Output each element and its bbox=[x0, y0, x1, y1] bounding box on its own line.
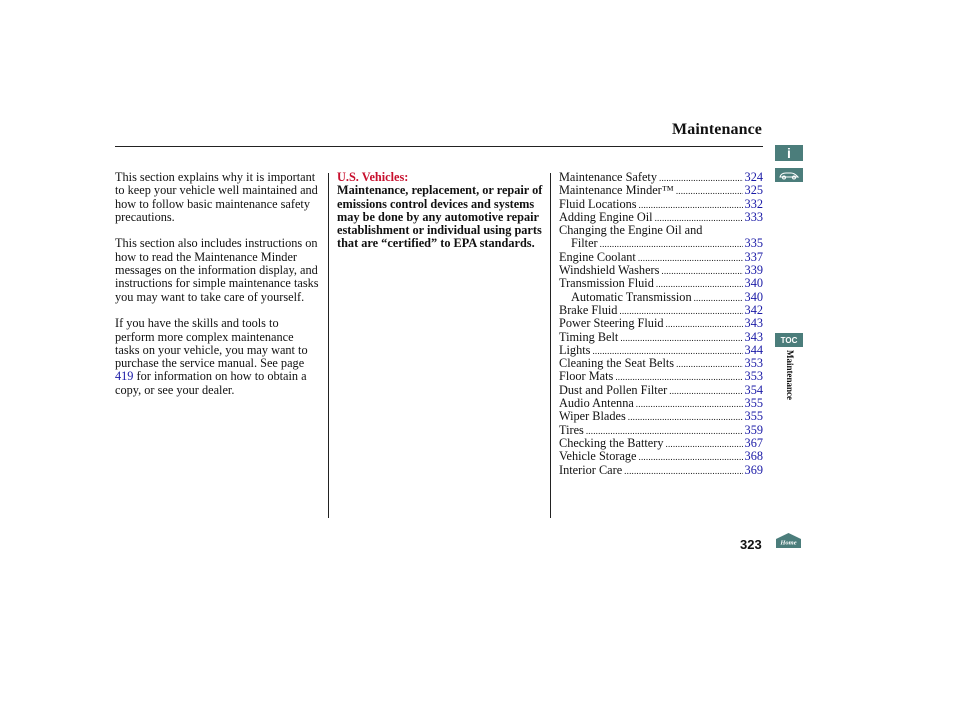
toc-page-link[interactable]: 368 bbox=[744, 449, 763, 464]
toc-entry[interactable] bbox=[559, 450, 763, 463]
section-tab-label: Maintenance bbox=[785, 350, 795, 400]
toc-dot-leader bbox=[639, 450, 743, 464]
toc-page-link[interactable]: 359 bbox=[744, 422, 763, 437]
toc-entry-label: Maintenance Safety bbox=[559, 170, 657, 184]
toc-entry-label: Adding Engine Oil bbox=[559, 209, 653, 224]
toc-entry-label: Wiper Blades bbox=[559, 409, 626, 424]
toc-page-link[interactable]: 354 bbox=[744, 382, 763, 397]
toc-entry[interactable] bbox=[559, 291, 763, 304]
toc-entry[interactable] bbox=[559, 410, 763, 423]
toc-dot-leader bbox=[669, 384, 742, 398]
toc-entry-label: Tires bbox=[559, 422, 584, 437]
toc-dot-leader bbox=[636, 397, 743, 411]
toc-entry-label: Changing the Engine Oil and bbox=[559, 223, 703, 238]
toc-page-link[interactable]: 335 bbox=[744, 236, 763, 251]
toc-page-link[interactable]: 355 bbox=[744, 409, 763, 424]
toc-dot-leader bbox=[666, 437, 743, 451]
toc-page-link[interactable]: 353 bbox=[744, 356, 763, 371]
toc-entry-label: Windshield Washers bbox=[559, 263, 660, 278]
toc-entry-label: Lights bbox=[559, 342, 591, 357]
toc-page-link[interactable]: 337 bbox=[744, 249, 763, 264]
home-button[interactable] bbox=[775, 532, 802, 549]
toc-entry[interactable] bbox=[559, 464, 763, 477]
toc-entry[interactable] bbox=[559, 171, 763, 184]
toc-dot-leader bbox=[639, 198, 743, 212]
vehicle-button[interactable] bbox=[775, 168, 803, 182]
intro-column bbox=[115, 171, 320, 410]
us-vehicles-body: Maintenance, replacement, or repair of emissions control devices and systems may be done by any automotive repair establishment or individual using parts that are “certified” to EPA standards. bbox=[337, 183, 543, 251]
toc-page-link[interactable]: 355 bbox=[744, 396, 763, 411]
header-rule bbox=[115, 146, 763, 147]
toc-entry[interactable] bbox=[559, 344, 763, 357]
toc-dot-leader bbox=[676, 357, 742, 371]
toc-dot-leader bbox=[628, 410, 743, 424]
toc-entry[interactable] bbox=[559, 264, 763, 277]
toc-page-link[interactable]: 339 bbox=[744, 263, 763, 278]
toc-page-link[interactable]: 367 bbox=[744, 435, 763, 450]
toc-entry-label: Power Steering Fluid bbox=[559, 316, 664, 331]
toc-dot-leader bbox=[620, 331, 742, 345]
toc-dot-leader bbox=[694, 291, 743, 305]
toc-entry-label: Audio Antenna bbox=[559, 396, 634, 411]
toc-entry[interactable] bbox=[559, 384, 763, 397]
toc-page-link[interactable]: 344 bbox=[744, 342, 763, 357]
toc-dot-leader bbox=[676, 184, 743, 198]
toc-entry-label: Filter bbox=[571, 236, 598, 251]
toc-dot-leader bbox=[624, 464, 742, 478]
toc-entry[interactable] bbox=[559, 198, 763, 211]
us-vehicles-note bbox=[337, 171, 547, 251]
toc-entry[interactable] bbox=[559, 237, 763, 250]
toc-page-link[interactable]: 369 bbox=[744, 462, 763, 477]
toc-page-link[interactable]: 353 bbox=[744, 369, 763, 384]
toc-page-link[interactable]: 340 bbox=[744, 276, 763, 291]
toc-page-link[interactable]: 342 bbox=[744, 302, 763, 317]
toc-entry[interactable] bbox=[559, 277, 763, 290]
toc-dot-leader bbox=[666, 317, 743, 331]
column-divider-2 bbox=[550, 173, 551, 518]
home-label: Home bbox=[780, 539, 797, 547]
toc-entry-label: Vehicle Storage bbox=[559, 449, 637, 464]
toc-entry-label: Fluid Locations bbox=[559, 196, 637, 211]
toc-entry[interactable] bbox=[559, 424, 763, 437]
toc-button[interactable] bbox=[775, 333, 803, 347]
toc-entry-label: Floor Mats bbox=[559, 369, 614, 384]
info-icon: i bbox=[787, 145, 791, 161]
table-of-contents bbox=[559, 171, 763, 477]
toc-entry[interactable] bbox=[559, 370, 763, 383]
intro-p3-text: If you have the skills and tools to perform more complex maintenance tasks on your vehicle, you may want to purchase the service manual. See page bbox=[115, 316, 308, 371]
toc-entry-label: Maintenance Minder™ bbox=[559, 183, 674, 198]
intro-paragraph-1: This section explains why it is important to keep your vehicle well maintained and how to follow basic maintenance safety precautions. bbox=[115, 170, 318, 224]
toc-entry[interactable] bbox=[559, 357, 763, 370]
toc-entry[interactable] bbox=[559, 304, 763, 317]
toc-page-link[interactable]: 343 bbox=[744, 329, 763, 344]
toc-page-link[interactable]: 332 bbox=[744, 196, 763, 211]
page-number: 323 bbox=[740, 537, 762, 552]
toc-page-link[interactable]: 340 bbox=[744, 289, 763, 304]
column-divider-1 bbox=[328, 173, 329, 518]
page-title: Maintenance bbox=[672, 121, 762, 138]
toc-entry-label: Transmission Fluid bbox=[559, 276, 654, 291]
toc-entry-label: Cleaning the Seat Belts bbox=[559, 356, 675, 371]
toc-page-link[interactable]: 324 bbox=[744, 170, 763, 184]
info-button[interactable] bbox=[775, 145, 803, 161]
toc-entry[interactable] bbox=[559, 437, 763, 450]
car-icon bbox=[778, 170, 800, 180]
toc-entry-label: Engine Coolant bbox=[559, 249, 636, 264]
toc-entry[interactable] bbox=[559, 184, 763, 197]
page-419-link[interactable]: 419 bbox=[115, 369, 134, 384]
intro-paragraph-3 bbox=[115, 317, 320, 397]
toc-entry-label: Timing Belt bbox=[559, 329, 619, 344]
toc-entry[interactable] bbox=[559, 331, 763, 344]
toc-entry-label: Checking the Battery bbox=[559, 435, 664, 450]
intro-p3-text-end: for information on how to obtain a copy, or see your dealer. bbox=[115, 369, 307, 397]
toc-entry[interactable] bbox=[559, 251, 763, 264]
toc-entry[interactable] bbox=[559, 397, 763, 410]
toc-dot-leader bbox=[661, 264, 742, 278]
us-vehicles-heading: U.S. Vehicles: bbox=[337, 170, 409, 184]
toc-page-link[interactable]: 325 bbox=[744, 183, 763, 198]
intro-paragraph-2: This section also includes instructions on how to read the Maintenance Minder messages on the information display, and instructions for simple maintenance tasks you may want to take care of yourself. bbox=[115, 236, 319, 304]
toc-button-label: TOC bbox=[780, 335, 798, 345]
toc-entry-label: Dust and Pollen Filter bbox=[559, 382, 668, 397]
toc-page-link[interactable]: 343 bbox=[744, 316, 763, 331]
toc-entry[interactable] bbox=[559, 211, 763, 224]
toc-entry-label: Automatic Transmission bbox=[571, 289, 692, 304]
toc-entry-label: Interior Care bbox=[559, 462, 623, 477]
toc-page-link[interactable]: 333 bbox=[744, 209, 763, 224]
toc-entry[interactable] bbox=[559, 317, 763, 330]
toc-entry-label: Brake Fluid bbox=[559, 302, 618, 317]
